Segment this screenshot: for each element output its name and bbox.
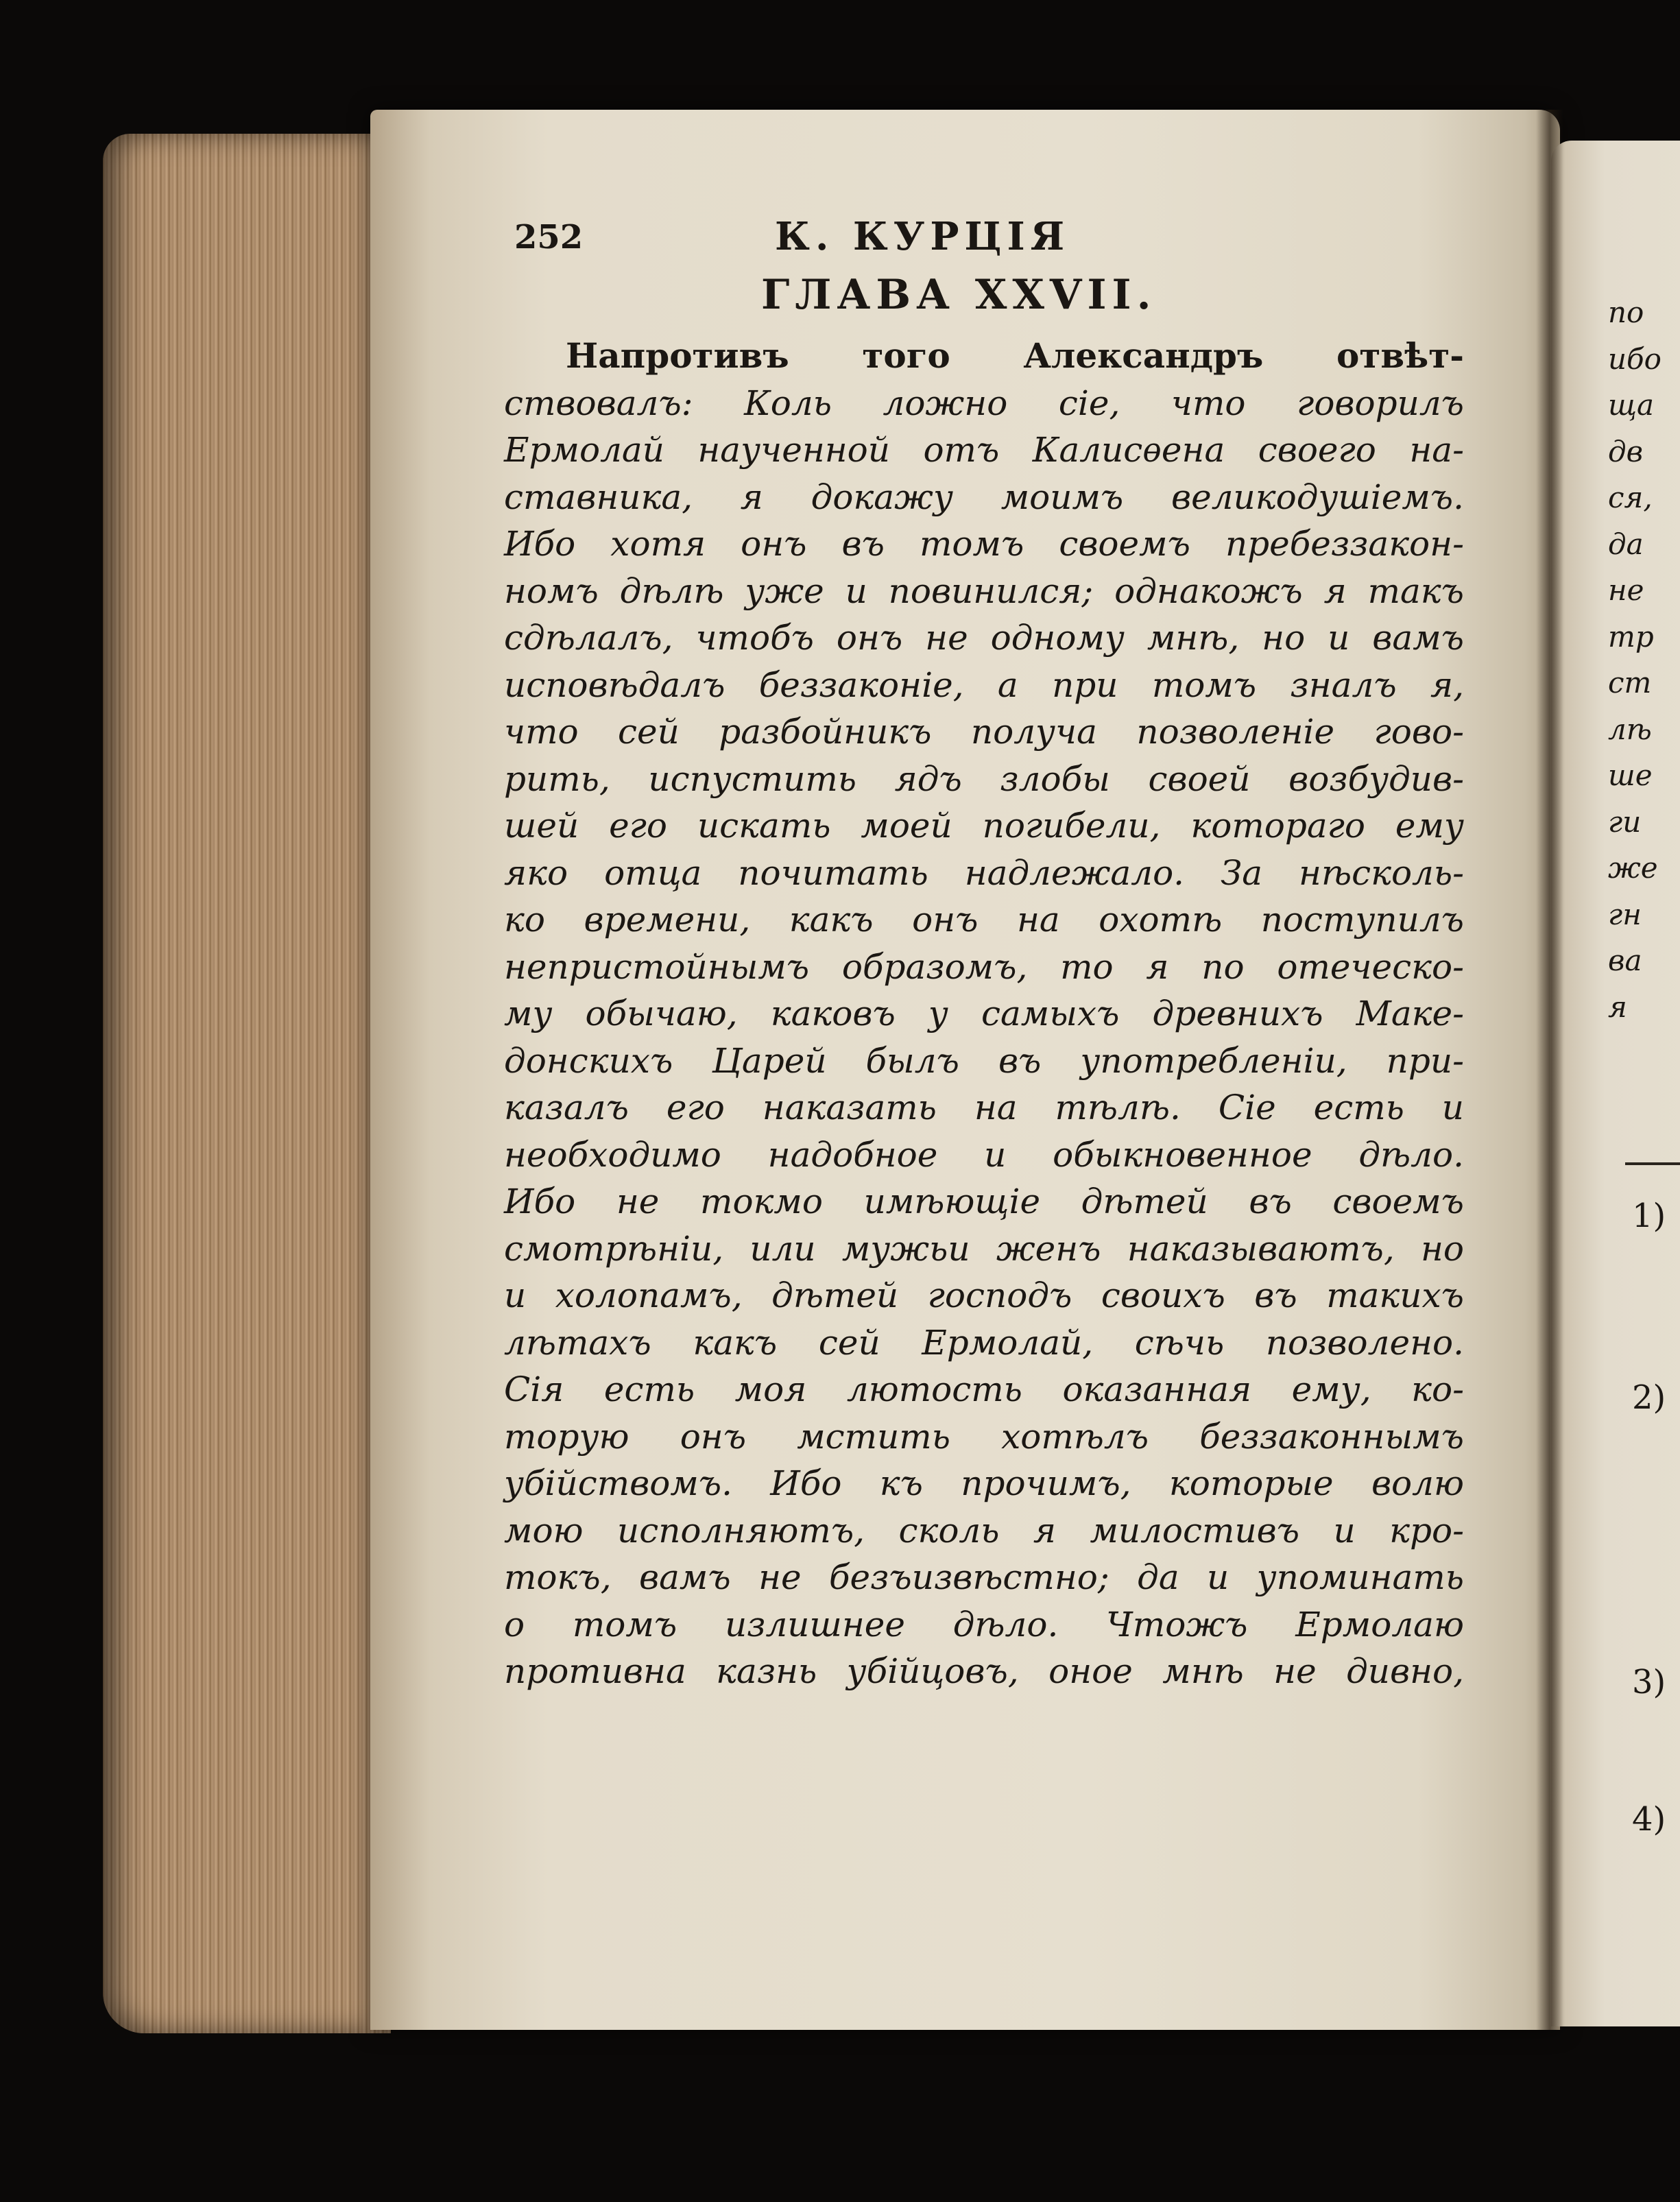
text-line: казалъ его наказать на тѣлѣ. Сіе есть и: [504, 1088, 1464, 1127]
text-line: ко времени, какъ онъ на охотѣ поступилъ: [504, 900, 1464, 940]
text-line: токъ, вамъ не безъизвѣстно; да и упоминать: [504, 1557, 1464, 1597]
right-page-fragment: да: [1608, 527, 1644, 561]
book-gutter: [1536, 110, 1563, 2030]
text-line: противна казнь убійцовъ, оное мнѣ не дивно,: [504, 1651, 1464, 1691]
text-line: номъ дѣлѣ уже и повинился; однакожъ я такъ: [504, 571, 1464, 611]
text-line: убійствомъ. Ибо къ прочимъ, которые волю: [504, 1463, 1464, 1503]
text-line: яко отца почитать надлежало. За нѣсколь-: [504, 852, 1464, 893]
right-page-fragment: ща: [1608, 388, 1655, 422]
text-line: смотрѣніи, или мужьи женъ наказываютъ, но: [504, 1228, 1464, 1269]
text-line: ствовалъ: Коль ложно сіе, что говорилъ: [504, 383, 1464, 423]
text-line: му обычаю, каковъ у самыхъ древнихъ Маке-: [504, 994, 1464, 1033]
right-page-fragment: ибо: [1608, 342, 1661, 376]
text-line: торую онъ мстить хотѣлъ беззаконнымъ: [504, 1416, 1464, 1457]
text-line: исповѣдалъ беззаконіе, а при томъ зналъ я,: [504, 665, 1464, 705]
text-line: Ибо не токмо имѣющіе дѣтей въ своемъ: [504, 1182, 1464, 1221]
right-page-fragment: же: [1608, 851, 1658, 885]
text-line: что сей разбойникъ получа позволеніе гово-: [504, 712, 1464, 752]
text-line: Напротивъ того Александръ отвѣт-: [566, 335, 1464, 376]
text-line: сдѣлалъ, чтобъ онъ не одному мнѣ, но и вамъ: [504, 618, 1464, 658]
text-line: необходимо надобное и обыкновенное дѣло.: [504, 1134, 1464, 1175]
text-line: непристойнымъ образомъ, то я по отеческо-: [504, 946, 1464, 987]
chapter-heading: ГЛАВА XXVII.: [761, 271, 1157, 319]
right-page-fragment: лѣ: [1608, 712, 1652, 746]
right-page-fragment: ше: [1608, 758, 1653, 792]
text-line: о томъ излишнее дѣло. Чтожъ Ермолаю: [504, 1604, 1464, 1644]
right-page-fragment: гн: [1608, 897, 1642, 931]
footnote-marker: 4): [1632, 1800, 1666, 1839]
text-line: донскихъ Царей былъ въ употребленіи, при-: [504, 1040, 1464, 1081]
text-line: ставника, я докажу моимъ великодушіемъ.: [504, 477, 1464, 517]
footnote-rule: [1625, 1162, 1680, 1165]
text-line: Ермолай наученной отъ Калисѳена своего на-: [504, 430, 1464, 470]
right-page-fragment: по: [1608, 296, 1644, 329]
right-page-fragment: ся,: [1608, 481, 1653, 514]
right-page-text: [1608, 289, 1680, 1030]
right-page-fragment: я: [1608, 990, 1627, 1024]
right-page-fragment: не: [1608, 573, 1644, 607]
footnote-marker: 2): [1632, 1378, 1666, 1417]
closed-page-edges: [103, 134, 391, 2033]
running-head: К. КУРЦІЯ: [775, 214, 1070, 259]
text-line: рить, испустить ядъ злобы своей возбудив-: [504, 758, 1464, 799]
right-page-fragment: ст: [1608, 666, 1652, 699]
text-line: и холопамъ, дѣтей господъ своихъ въ такихъ: [504, 1276, 1464, 1315]
footnote-marker: 1): [1632, 1197, 1666, 1235]
right-page-fragment: дв: [1608, 434, 1644, 468]
body-text: [504, 333, 1464, 1695]
page-number: 252: [514, 218, 584, 256]
right-page-fragment: тр: [1608, 619, 1654, 654]
text-line: шей его искать моей погибели, котораго ему: [504, 806, 1464, 846]
text-line: Ибо хотя онъ въ томъ своемъ пребеззакон-: [504, 524, 1464, 564]
text-line: мою исполняютъ, сколь я милостивъ и кро-: [504, 1510, 1464, 1551]
footnote-marker: 3): [1632, 1663, 1666, 1701]
right-page-fragment: ва: [1608, 944, 1642, 977]
text-line: Сія есть моя лютость оказанная ему, ко-: [504, 1369, 1464, 1409]
text-line: лѣтахъ какъ сей Ермолай, сѣчь позволено.: [504, 1322, 1464, 1363]
right-page-fragment: ги: [1608, 804, 1642, 839]
